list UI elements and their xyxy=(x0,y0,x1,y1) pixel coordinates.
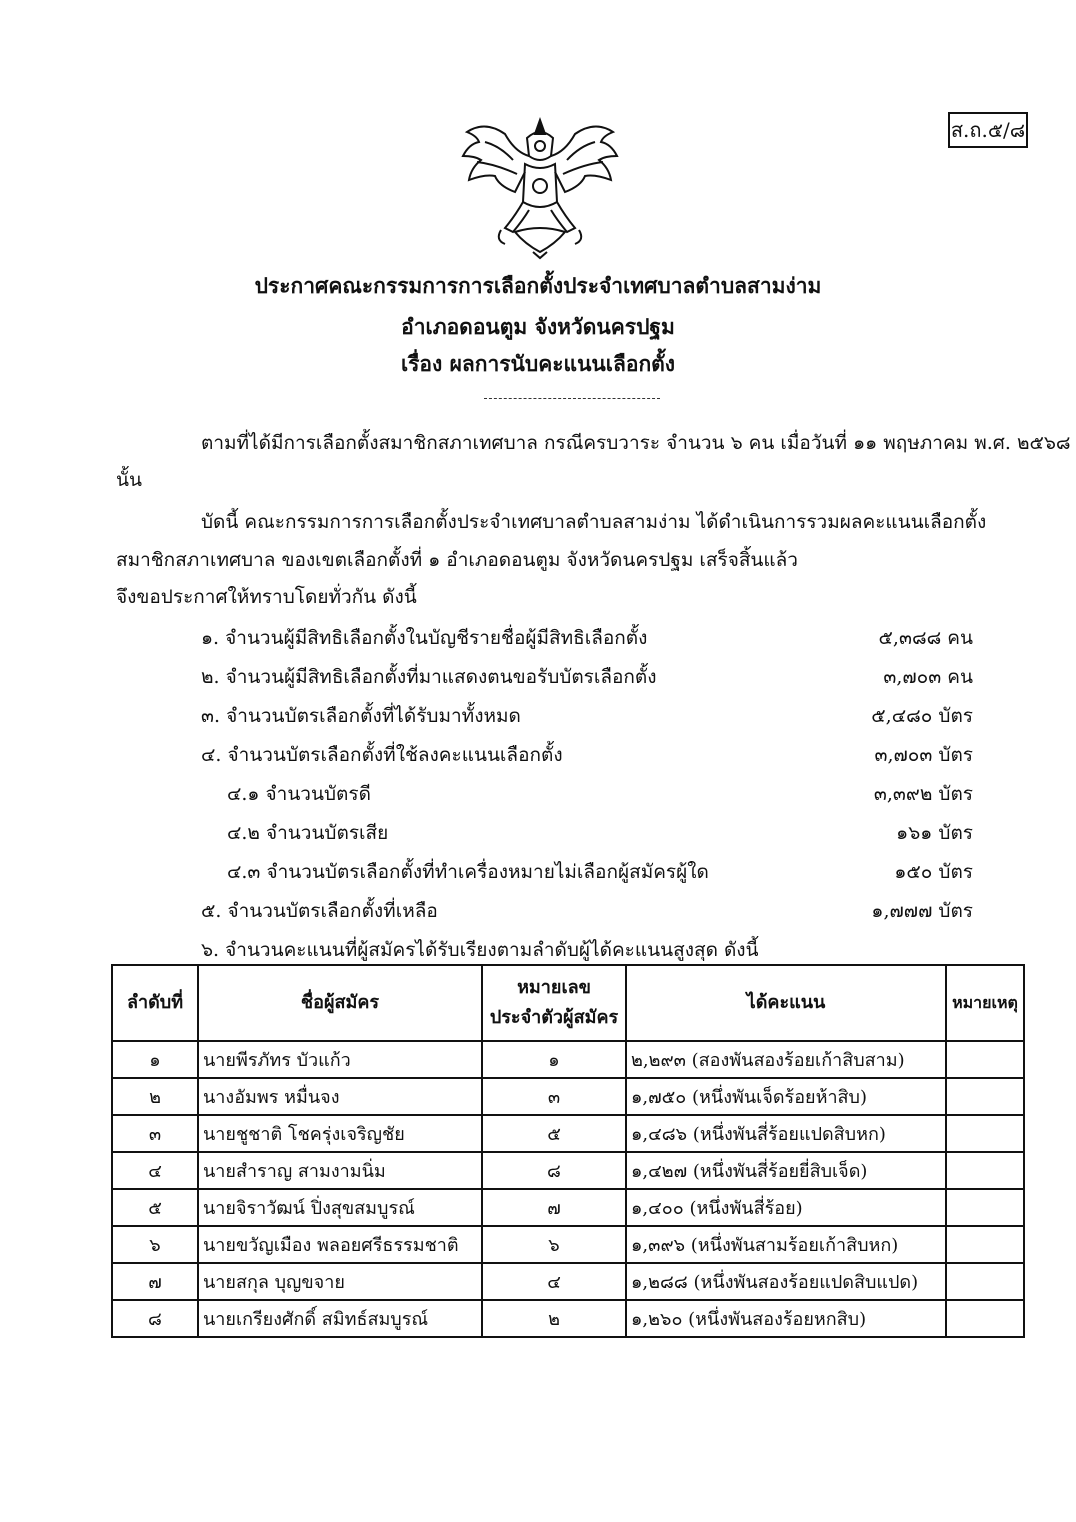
stat-value-4-1: ๓,๓๙๒ บัตร xyxy=(873,783,973,805)
table-row xyxy=(112,1041,1024,1078)
heading-subject: เรื่อง ผลการนับคะแนนเลือกตั้ง xyxy=(400,351,676,376)
cell-votes: ๑,๒๘๘ (หนึ่งพันสองร้อยแปดสิบแปด) xyxy=(626,1263,946,1300)
cell-rank: ๖ xyxy=(112,1226,198,1263)
cell-name: นายจิราวัฒน์ ปิ่งสุขสมบูรณ์ xyxy=(198,1189,482,1226)
cell-name: นายสกุล บุญขจาย xyxy=(198,1263,482,1300)
cell-votes: ๑,๒๖๐ (หนึ่งพันสองร้อยหกสิบ) xyxy=(626,1300,946,1337)
header-votes: ได้คะแนน xyxy=(626,965,946,1041)
cell-rank: ๑ xyxy=(112,1041,198,1078)
cell-rank: ๓ xyxy=(112,1115,198,1152)
cell-rank: ๘ xyxy=(112,1300,198,1337)
table-row xyxy=(112,1189,1024,1226)
cell-votes: ๑,๔๒๗ (หนึ่งพันสี่ร้อยยี่สิบเจ็ด) xyxy=(626,1152,946,1189)
table-row xyxy=(112,1226,1024,1263)
cell-votes: ๒,๒๙๓ (สองพันสองร้อยเก้าสิบสาม) xyxy=(626,1041,946,1078)
stat-label-4-2: ๔.๒ จำนวนบัตรเสีย xyxy=(227,822,389,844)
stat-label-2: ๒. จำนวนผู้มีสิทธิเลือกตั้งที่มาแสดงตนขอรับบัตรเลือกตั้ง xyxy=(201,666,657,688)
cell-votes: ๑,๗๕๐ (หนึ่งพันเจ็ดร้อยห้าสิบ) xyxy=(626,1078,946,1115)
heading-line-1: ประกาศคณะกรรมการการเลือกตั้งประจำเทศบาลตำบลสามง่าม xyxy=(254,273,822,298)
cell-number: ๘ xyxy=(482,1152,626,1189)
cell-note xyxy=(946,1189,1024,1226)
header-rank: ลำดับที่ xyxy=(112,965,198,1041)
table-row xyxy=(112,1078,1024,1115)
cell-note xyxy=(946,1041,1024,1078)
header-name: ชื่อผู้สมัคร xyxy=(198,965,482,1041)
cell-note xyxy=(946,1115,1024,1152)
garuda-emblem-icon xyxy=(455,112,625,260)
cell-note xyxy=(946,1226,1024,1263)
heading-line-2: อำเภอดอนตูม จังหวัดนครปฐม xyxy=(401,314,675,339)
cell-votes: ๑,๔๐๐ (หนึ่งพันสี่ร้อย) xyxy=(626,1189,946,1226)
form-code-box: ส.ถ.๕/๘ xyxy=(948,112,1028,148)
header-number-line-2: ประจำตัวผู้สมัคร xyxy=(489,1007,619,1028)
results-table xyxy=(111,964,1025,1338)
header-note: หมายเหตุ xyxy=(946,965,1024,1041)
intro-paragraph-3: จึงขอประกาศให้ทราบโดยทั่วกัน ดังนี้ xyxy=(116,586,417,608)
cell-name: นายชูชาติ โชครุ่งเจริญชัย xyxy=(198,1115,482,1152)
cell-note xyxy=(946,1263,1024,1300)
table-row xyxy=(112,1263,1024,1300)
cell-rank: ๔ xyxy=(112,1152,198,1189)
intro-paragraph-1: ตามที่ได้มีการเลือกตั้งสมาชิกสภาเทศบาล กรณีครบวาระ จำนวน ๖ คน เมื่อวันที่ ๑๑ พฤษภาคม พ.ศ. ๒๕๖๘ xyxy=(201,432,1071,454)
header-number-line-1: หมายเลข xyxy=(517,977,591,998)
cell-name: นายพีรภัทร บัวแก้ว xyxy=(198,1041,482,1078)
cell-name: นายเกรียงศักดิ์ สมิทธ์สมบูรณ์ xyxy=(198,1300,482,1337)
cell-votes: ๑,๓๙๖ (หนึ่งพันสามร้อยเก้าสิบหก) xyxy=(626,1226,946,1263)
cell-number: ๗ xyxy=(482,1189,626,1226)
stat-value-4-3: ๑๕๐ บัตร xyxy=(894,861,973,883)
stat-value-4-2: ๑๖๑ บัตร xyxy=(896,822,973,844)
cell-note xyxy=(946,1152,1024,1189)
stat-label-4-3: ๔.๓ จำนวนบัตรเลือกตั้งที่ทำเครื่องหมายไม่เลือกผู้สมัครผู้ใด xyxy=(227,861,709,883)
cell-number: ๖ xyxy=(482,1226,626,1263)
stat-value-4: ๓,๗๐๓ บัตร xyxy=(874,744,973,766)
cell-number: ๑ xyxy=(482,1041,626,1078)
cell-number: ๔ xyxy=(482,1263,626,1300)
stat-value-5: ๑,๗๗๗ บัตร xyxy=(871,900,973,922)
table-row xyxy=(112,1152,1024,1189)
cell-name: นายสำราญ สามงามนิ่ม xyxy=(198,1152,482,1189)
stat-label-4: ๔. จำนวนบัตรเลือกตั้งที่ใช้ลงคะแนนเลือกตั้ง xyxy=(201,744,563,766)
stat-label-5: ๕. จำนวนบัตรเลือกตั้งที่เหลือ xyxy=(201,900,438,922)
table-row xyxy=(112,1300,1024,1337)
stat-value-2: ๓,๗๐๓ คน xyxy=(883,666,973,688)
table-row xyxy=(112,1115,1024,1152)
header-number xyxy=(482,965,626,1041)
cell-note xyxy=(946,1300,1024,1337)
cell-number: ๓ xyxy=(482,1078,626,1115)
cell-rank: ๕ xyxy=(112,1189,198,1226)
cell-note xyxy=(946,1078,1024,1115)
stat-value-1: ๕,๓๘๘ คน xyxy=(878,627,973,649)
stat-label-3: ๓. จำนวนบัตรเลือกตั้งที่ได้รับมาทั้งหมด xyxy=(201,705,521,727)
cell-number: ๕ xyxy=(482,1115,626,1152)
table-header-row xyxy=(112,965,1024,1041)
stat-label-4-1: ๔.๑ จำนวนบัตรดี xyxy=(227,783,371,805)
intro-paragraph-1-cont: นั้น xyxy=(116,469,142,491)
cell-name: นายขวัญเมือง พลอยศรีธรรมชาติ xyxy=(198,1226,482,1263)
stat-label-1: ๑. จำนวนผู้มีสิทธิเลือกตั้งในบัญชีรายชื่อผู้มีสิทธิเลือกตั้ง xyxy=(201,627,648,649)
cell-number: ๒ xyxy=(482,1300,626,1337)
cell-rank: ๒ xyxy=(112,1078,198,1115)
intro-paragraph-2: บัดนี้ คณะกรรมการการเลือกตั้งประจำเทศบาลตำบลสามง่าม ได้ดำเนินการรวมผลคะแนนเลือกตั้ง xyxy=(201,511,987,533)
cell-name: นางอัมพร หมื่นจง xyxy=(198,1078,482,1115)
cell-votes: ๑,๔๘๖ (หนึ่งพันสี่ร้อยแปดสิบหก) xyxy=(626,1115,946,1152)
cell-rank: ๗ xyxy=(112,1263,198,1300)
heading-divider xyxy=(484,398,660,399)
intro-paragraph-2-cont: สมาชิกสภาเทศบาล ของเขตเลือกตั้งที่ ๑ อำเภอดอนตูม จังหวัดนครปฐม เสร็จสิ้นแล้ว xyxy=(116,549,798,571)
stat-label-6: ๖. จำนวนคะแนนที่ผู้สมัครได้รับเรียงตามลำดับผู้ได้คะแนนสูงสุด ดังนี้ xyxy=(201,939,759,961)
stat-value-3: ๕,๔๘๐ บัตร xyxy=(871,705,973,727)
